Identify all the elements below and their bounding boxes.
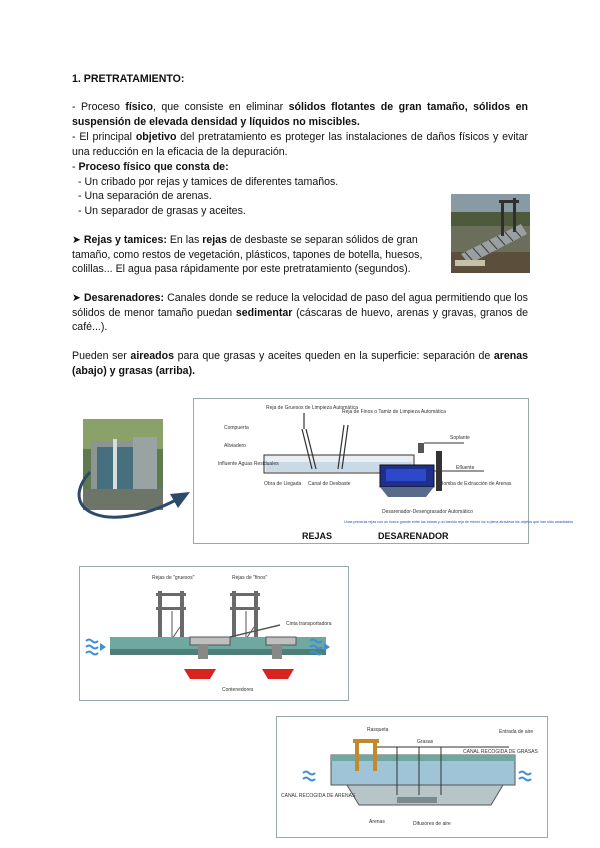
label-canal-grasas: CANAL RECOGIDA DE GRASAS (463, 749, 538, 755)
list-item: - Un separador de grasas y aceites. (78, 204, 246, 217)
label-entrada-aire: Entrada de aire (499, 729, 534, 735)
text-run: En las (166, 234, 203, 246)
label-grasas: Grasas (417, 739, 434, 745)
text-run: Pueden ser (72, 350, 131, 362)
curved-arrow-icon (66, 470, 206, 532)
paragraph-proceso-fisico (72, 100, 528, 129)
paragraph-consta (72, 160, 432, 218)
bold-run: físico (125, 101, 153, 113)
arrow-bullet-icon: ➤ (72, 234, 84, 246)
arrow-bullet-icon: ➤ (72, 292, 84, 304)
list-item: - Una separación de arenas. (78, 190, 212, 203)
bold-run: aireados (130, 350, 174, 362)
bold-run: Desarenadores: (83, 292, 165, 304)
label-difusores: Difusores de aire (413, 821, 451, 827)
page-heading: 1. PRETRATAMIENTO: (72, 73, 185, 85)
text-run: para que grasas y aceites queden en la superficie: separación de (174, 350, 494, 362)
label-contenedores: Contenedores (222, 687, 254, 693)
label-influente: Influente Aguas Residuales (218, 461, 279, 467)
label-canal-arenas: CANAL RECOGIDA DE ARENAS (281, 793, 356, 799)
paragraph-objetivo (72, 130, 528, 159)
bold-run: sólidos flotantes de gran tamaño, sólidos en suspensión de elevada densidad y líquidos no miscibles. (72, 101, 528, 128)
rejas-desarenador-diagram (193, 398, 573, 544)
label-compuerta: Compuerta (224, 425, 249, 431)
label-arenas: Arenas (369, 819, 385, 825)
label-bomba: Bomba de Extracción de Arenas (440, 481, 512, 487)
label-rejas-finos: Rejas de "finos" (232, 575, 268, 581)
label-canal-desbaste: Canal de Desbaste (308, 481, 351, 487)
paragraph-aireados (72, 349, 528, 378)
paragraph-rejas-tamices (72, 233, 440, 277)
bold-run: Rejas y tamices: (83, 234, 167, 246)
text-run: , que consiste en eliminar (152, 101, 289, 113)
label-obra-llegada: Obra de Llegada (264, 481, 302, 487)
bold-run: rejas (202, 234, 227, 246)
text-run: del pretratamiento es proteger las instalaciones de daños físicos y evitar una reducción en la eficacia de la depuración. (72, 131, 529, 158)
list-item: - Un cribado por rejas y tamices de diferentes tamaños. (78, 175, 339, 188)
text-run: - El principal (72, 131, 136, 143)
label-rasqueta: Rasqueta (367, 727, 389, 733)
text-run: de desbaste se separan sólidos de gran tamaño, como restos de vegetación, plásticos, tapones de botella, huesos, colillas... El agua pasa rápidamente por este pretratamiento (segundos). (72, 234, 423, 276)
text-run: Canales donde se reduce la velocidad de paso del agua permitiendo que los sólidos de menor tamaño puedan (72, 292, 528, 319)
label-rejas-finos: Reja de Finos o Tamiz de Limpieza Automática (342, 409, 446, 415)
label-aliviadero: Aliviadero (224, 443, 246, 449)
label-efluente: Efluente (456, 465, 475, 471)
bold-run: sedimentar (235, 306, 293, 319)
paragraph-desarenadores (72, 291, 528, 335)
text-run: (cáscaras de huevo, arenas y gravas, granos de café...). (72, 306, 528, 334)
desarenador-aireado-diagram (276, 716, 548, 838)
bold-run: Proceso físico que consta de: (78, 161, 229, 173)
rejas-gruesos-finos-diagram (79, 566, 349, 701)
text-run: - Proceso (72, 101, 126, 113)
label-soplante: Soplante (450, 435, 470, 441)
bold-run: arenas (abajo) y grasas (arriba). (72, 350, 528, 377)
label-desarenador-desengrasador: Desarenador-Desengrasador Automático (382, 509, 473, 515)
screen-equipment-photo (451, 194, 530, 273)
bold-run: objetivo (135, 131, 177, 143)
caption-desarenador: DESARENADOR (378, 531, 449, 541)
label-rejas-gruesos: Rejas de "gruesos" (152, 575, 195, 581)
label-rejas-gruesos: Reja de Gruesos de Limpieza Automática (266, 405, 358, 411)
text-run: - (72, 161, 79, 173)
caption-rejas: REJAS (302, 531, 333, 541)
diagram-note: Unas primeras rejas con un hueco grande entre las barras y un barrido reja de menor luz a plena atraviesa los objetos que han sido arrastrados (344, 520, 573, 524)
label-cinta: Cinta transportadora (286, 621, 332, 627)
